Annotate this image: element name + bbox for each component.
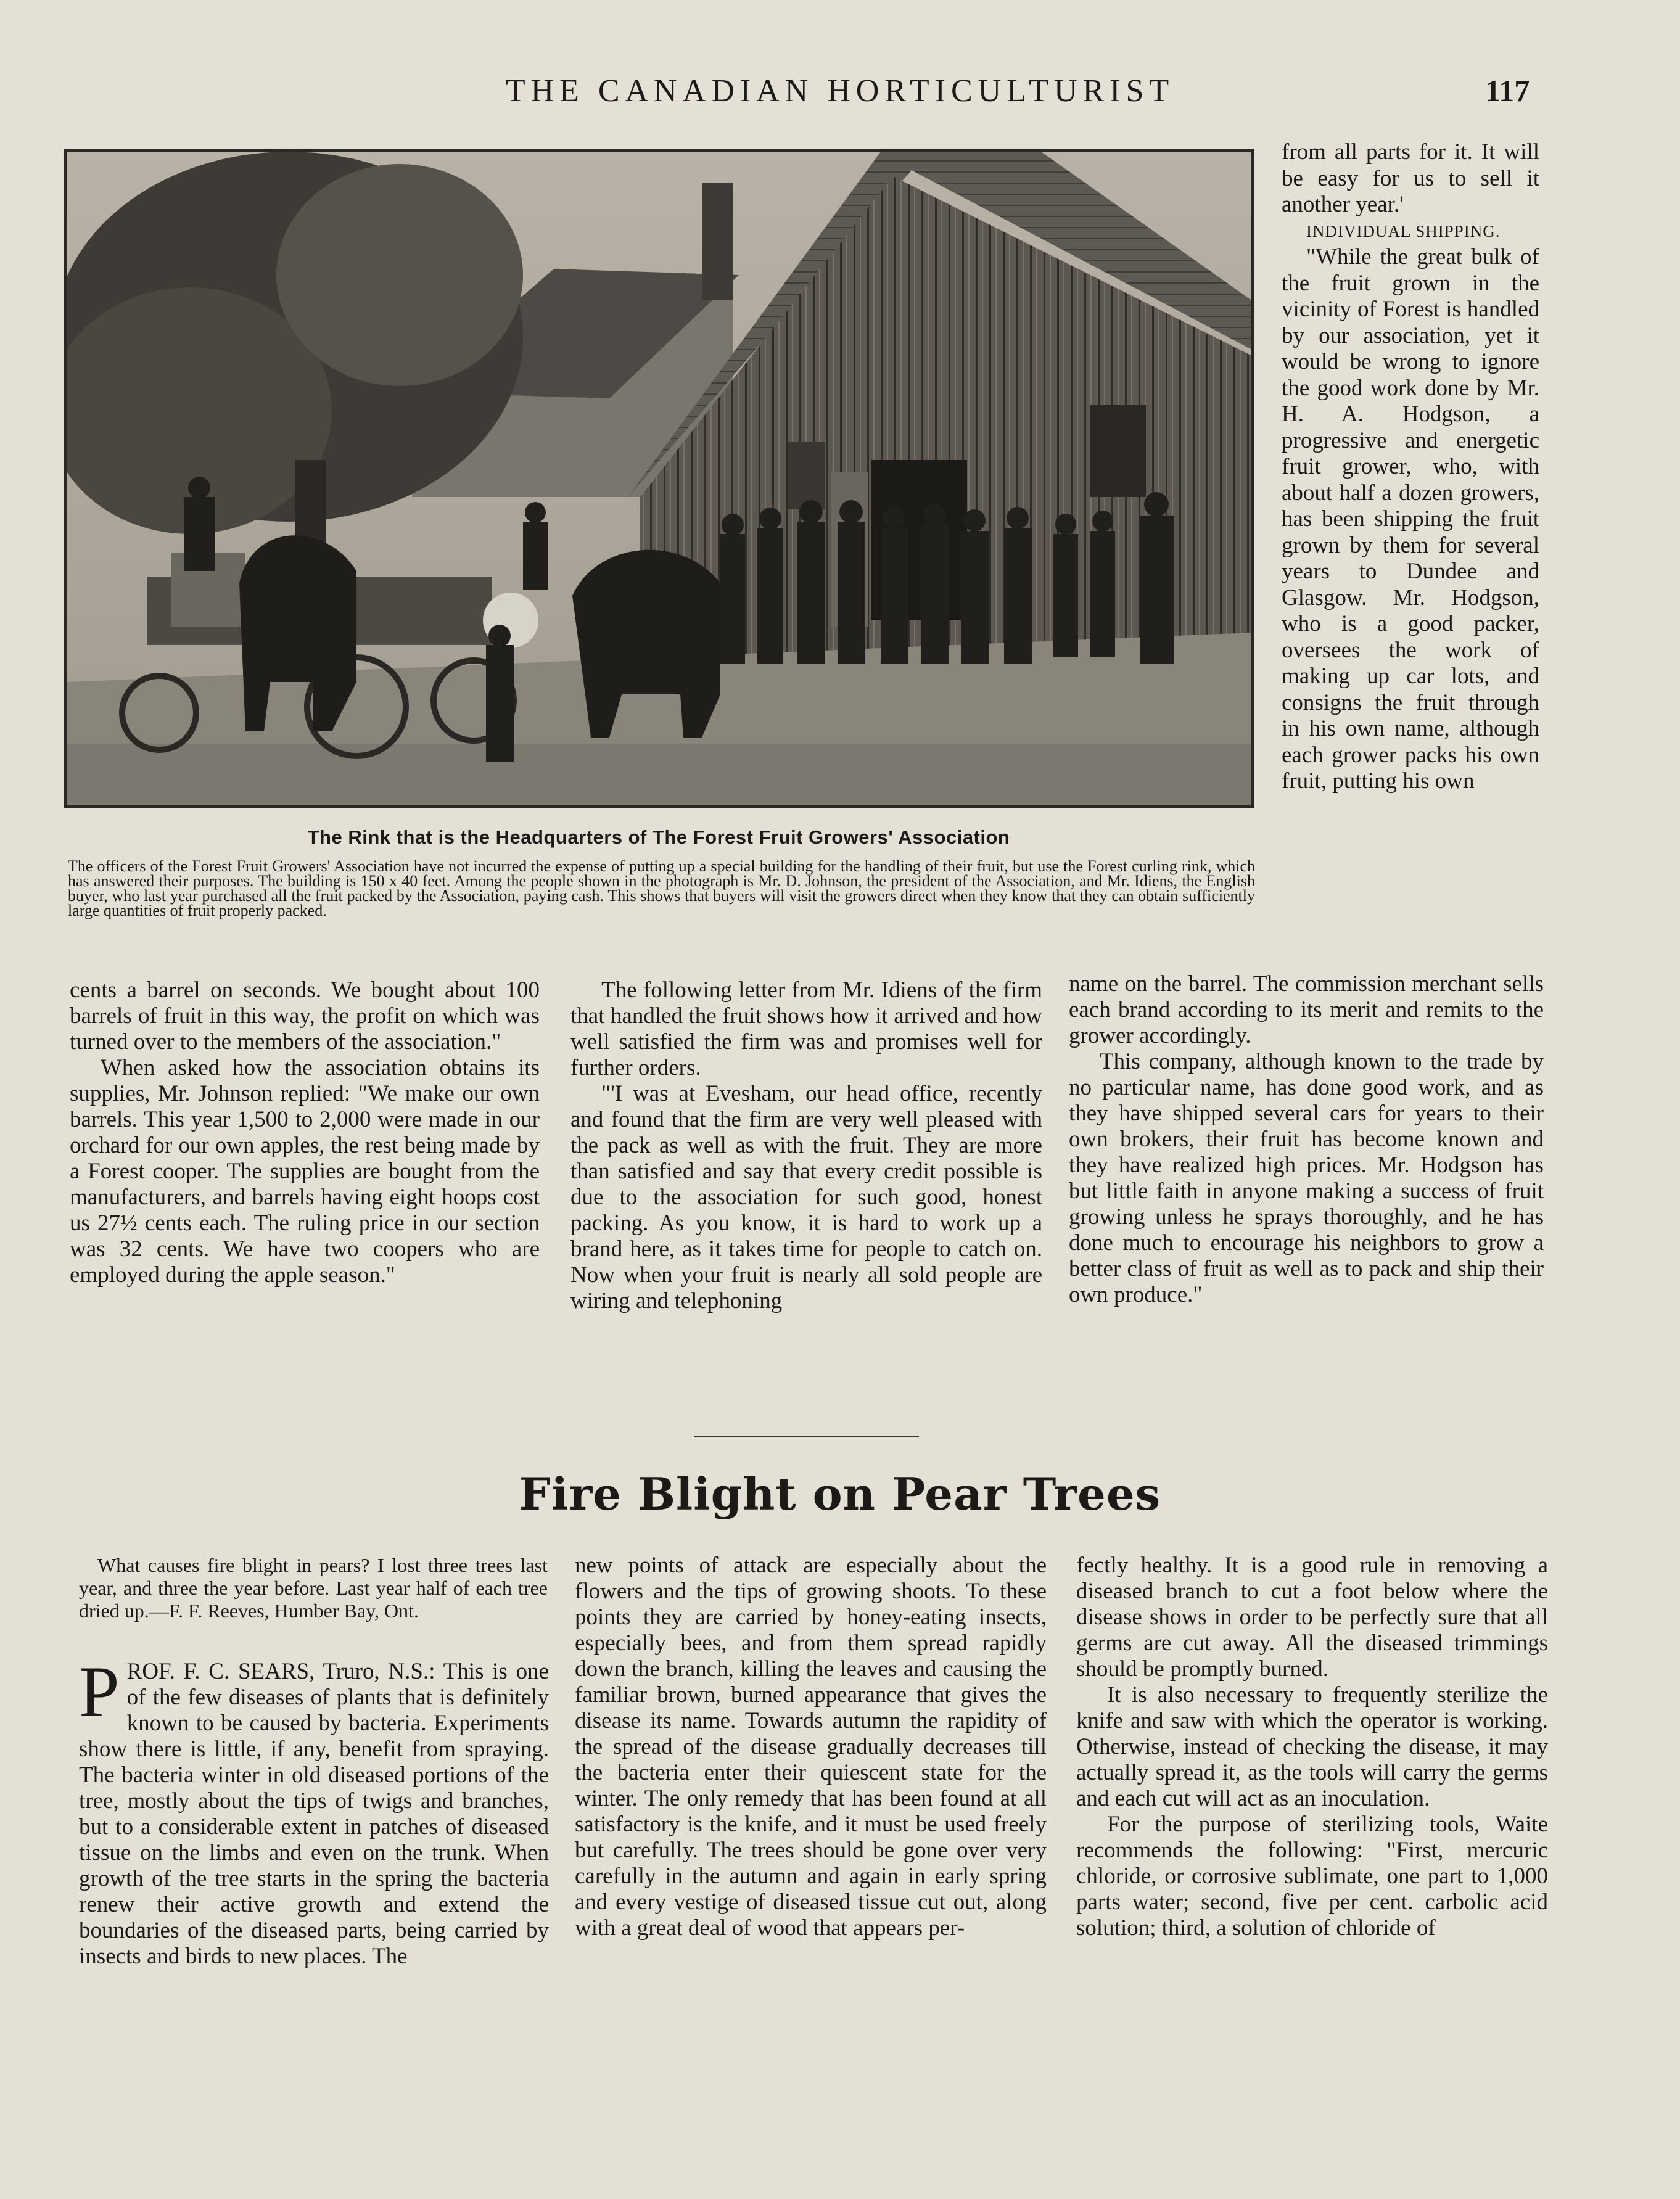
col1-para-1: cents a barrel on seconds. We bought about 100 barrels of fruit in this way, the profit on which was turned over to the members of the association." xyxy=(70,977,540,1054)
photo-illustration xyxy=(67,152,1251,805)
col2-para-2: "'I was at Evesham, our head office, recently and found that the firm are very well pleased with the pack as well as with the fruit. They are more than satisfied and say that every credit possible is due to the association for such good, honest packing. As you know, it is hard to work up a brand here, as it takes time for people to catch on. Now when your fruit is nearly all sold people are wiring and telephoning xyxy=(570,1081,1042,1313)
page-number: 117 xyxy=(1485,73,1530,108)
article-col3-para-2: It is also necessary to frequently sterilize the knife and saw with which the operator is working. Otherwise, instead of checking the disease, it may actually spread it, as the tools will carry the germs and each cut will act as an inoculation. xyxy=(1076,1682,1548,1811)
col2-para-1: The following letter from Mr. Idiens of the firm that handled the fruit shows how it arrived and how well satisfied the firm was and promises well for further orders. xyxy=(570,977,1042,1080)
question-text: What causes fire blight in pears? I lost three trees last year, and three the year before. Last year half of each tree dried up.—F. F. Reeves, Humber Bay, Ont. xyxy=(79,1554,548,1622)
running-head: THE CANADIAN HORTICULTURIST xyxy=(505,73,1175,109)
reader-question xyxy=(79,1554,548,1622)
article-column-2 xyxy=(575,1553,1047,1941)
article-column-1 xyxy=(79,1651,549,1970)
column-2-top xyxy=(570,977,1042,1314)
photo-caption-title: The Rink that is the Headquarters of The Forest Fruit Growers' Association xyxy=(307,826,1010,848)
photograph-rink xyxy=(64,149,1254,808)
side-subhead: INDIVIDUAL SHIPPING. xyxy=(1306,221,1501,240)
section-divider xyxy=(694,1436,919,1437)
drop-cap: P xyxy=(79,1651,120,1732)
article-col3-para-1: fectly healthy. It is a good rule in removing a diseased branch to cut a foot below where the disease shows in order to be perfectly sure that all germs are cut away. All the diseased trimmings should be promptly burned. xyxy=(1076,1553,1548,1682)
col3-para-1: name on the barrel. The commission merchant sells each brand according to its merit and remits to the grower accordingly. xyxy=(1069,971,1544,1048)
column-1-top xyxy=(70,977,540,1288)
article-col2-para: new points of attack are especially about the flowers and the tips of growing shoots. To these points they are carried by honey-eating insects, especially bees, and from them spread rapidly down the branch, killing the leaves and causing the familiar brown, burned appearance that gives the disease its name. Towards autumn the rapidity of the spread of the disease gradually decreases till the bacteria enter their quiescent state for the winter. The only remedy that has been found at all satisfactory is the knife, and it must be used freely but carefully. The trees should be gone over very carefully in the autumn and again in early spring and every vestige of diseased tissue cut out, along with a great deal of wood that appears per- xyxy=(575,1553,1047,1941)
side-column xyxy=(1282,139,1539,795)
col1-para-2: When asked how the association obtains its supplies, Mr. Johnson replied: "We make our own barrels. This year 1,500 to 2,000 were made in our orchard for our own apples, the rest being made by a Forest cooper. The supplies are bought from the manufacturers, and barrels having eight hoops cost us 27½ cents each. The ruling price in our section was 32 cents. We have two coopers who are employed during the apple season." xyxy=(70,1055,540,1288)
col3-para-2: This company, although known to the trade by no particular name, has done good work, and as they have shipped several cars for years to their own brokers, their fruit has become known and they have realized high prices. Mr. Hodgson has but little faith in anyone making a success of fruit growing unless he sprays thoroughly, and he has done much to encourage his neighbors to grow a better class of fruit as well as to pack and ship their own produce." xyxy=(1069,1049,1544,1307)
column-3-top xyxy=(1069,971,1544,1308)
article-column-3 xyxy=(1076,1553,1548,1941)
article-title: Fire Blight on Pear Trees xyxy=(519,1468,1161,1520)
photo-caption-body: The officers of the Forest Fruit Growers' Association have not incurred the expense of putting up a special building for the handling of their fruit, but use the Forest curling rink, which has answered their purposes. The building is 150 x 40 feet. Among the people shown in the photograph is Mr. D. Johnson, the president of the Association, and Mr. Idiens, the English buyer, who last year purchased all the fruit packed by the Association, paying cash. This shows that buyers will visit the growers direct when they know that they can obtain sufficiently large quantities of fruit properly packed. xyxy=(68,857,1255,919)
article-col3-para-3: For the purpose of sterilizing tools, Waite recommends the following: "First, mercuric chloride, or corrosive sublimate, one part to 1,000 parts water; second, five per cent. carbolic acid solution; third, a solution of chloride of xyxy=(1076,1812,1548,1941)
side-para-1: from all parts for it. It will be easy for us to sell it another year.' xyxy=(1282,139,1539,217)
side-para-2: "While the great bulk of the fruit grown in the vicinity of Forest is handled by our association, yet it would be wrong to ignore the good work done by Mr. H. A. Hodgson, a progressive and energetic fruit grower, who, with about half a dozen growers, has been shipping the fruit grown by them for several years to Dundee and Glasgow. Mr. Hodgson, who is a good packer, oversees the work of making up car lots, and consigns the fruit through in his own name, although each grower packs his own fruit, putting his own xyxy=(1282,244,1539,794)
article-col1-para: ROF. F. C. SEARS, Truro, N.S.: This is one of the few diseases of plants that is definitely known to be caused by bacteria. Experiments show there is little, if any, benefit from spraying. The bacteria winter in old diseased portions of the tree, mostly about the tips of twigs and branches, but to a considerable extent in patches of diseased tissue on the limbs and even on the trunk. When growth of the tree starts in the spring the bacteria renew their active growth and extend the boundaries of the diseased parts, being carried by insects and birds to new places. The xyxy=(79,1659,549,1969)
